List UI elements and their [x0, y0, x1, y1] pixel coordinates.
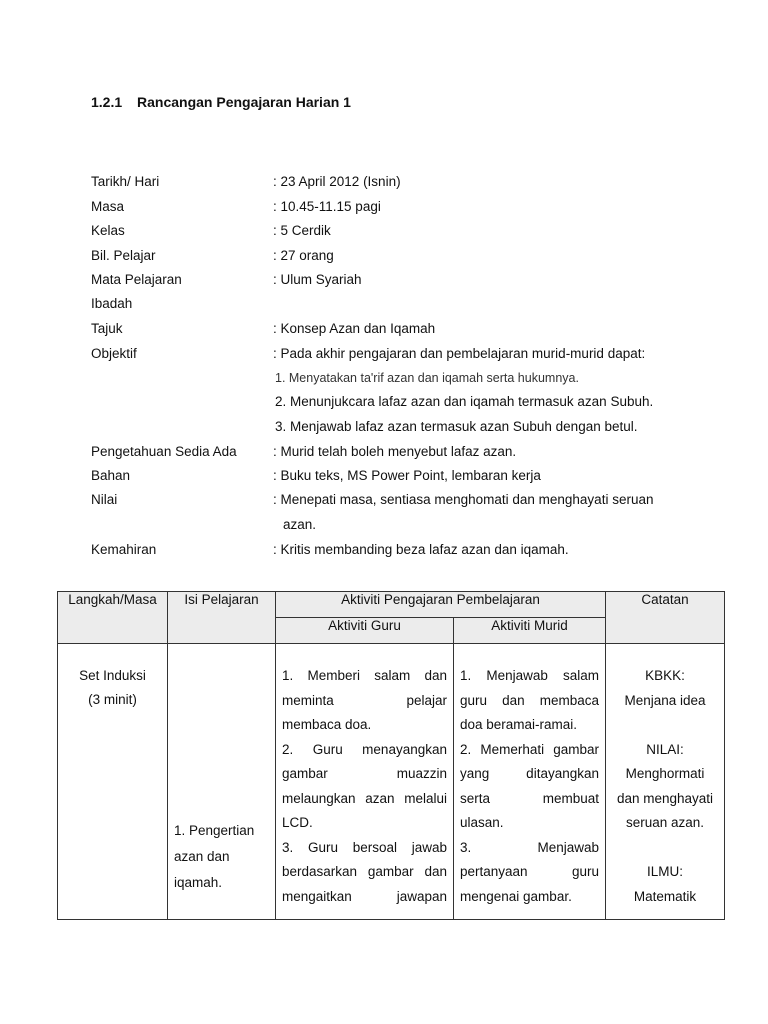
header-murid-text: Aktiviti Murid — [491, 618, 568, 633]
header-catatan — [606, 592, 725, 644]
cell-isi — [168, 644, 276, 920]
guru-line: mengaitkan jawapan — [282, 888, 447, 904]
catatan-line: NILAI: — [646, 741, 684, 757]
header-langkah — [58, 592, 168, 644]
murid-line: 3. Menjawab — [460, 839, 599, 855]
isi-line: iqamah. — [174, 875, 223, 890]
guru-line: membaca doa. — [282, 717, 372, 732]
header-langkah-text: Langkah/Masa — [68, 592, 157, 607]
catatan-gap — [612, 713, 718, 738]
header-aktiviti-text: Aktiviti Pengajaran Pembelajaran — [341, 592, 540, 607]
objective-2: 2. Menunjukcara lafaz azan dan iqamah termasuk azan Subuh. — [275, 394, 654, 409]
heading-number: 1.2.1 — [91, 94, 123, 110]
header-guru — [276, 618, 454, 644]
header-guru-text: Aktiviti Guru — [328, 618, 401, 633]
value-bil-pelajar: : 27 orang — [273, 248, 334, 263]
catatan-line: ILMU: — [646, 864, 683, 879]
label-tajuk: Tajuk — [91, 321, 123, 336]
guru-line: gambar muazzin — [282, 766, 447, 781]
value-bahan: : Buku teks, MS Power Point, lembaran kerja — [273, 468, 541, 483]
cell-langkah — [58, 644, 168, 920]
header-catatan-text: Catatan — [641, 592, 689, 607]
header-murid — [454, 618, 606, 644]
isi-line: azan dan — [174, 849, 230, 864]
catatan-line: Menjana idea — [624, 692, 706, 708]
murid-line: pertanyaan guru — [460, 864, 599, 879]
label-pengetahuan: Pengetahuan Sedia Ada — [91, 444, 237, 459]
isi-line: 1. Pengertian — [174, 823, 255, 838]
guru-line: melaungkan azan melalui — [282, 790, 447, 806]
document-heading — [91, 94, 351, 110]
header-isi-text: Isi Pelajaran — [184, 592, 259, 607]
murid-line: 1. Menjawab salam — [460, 668, 599, 683]
objective-1: 1. Menyatakan ta'rif azan dan iqamah serta hukumnya. — [275, 371, 579, 385]
guru-line: 1. Memberi salam dan — [282, 668, 447, 683]
guru-line: meminta pelajar — [282, 692, 447, 708]
value-tarikh: : 23 April 2012 (Isnin) — [273, 174, 401, 189]
murid-line: guru dan membaca — [460, 692, 599, 708]
label-bil-pelajar: Bil. Pelajar — [91, 248, 156, 263]
value-pengetahuan: : Murid telah boleh menyebut lafaz azan. — [273, 444, 517, 459]
objective-3: 3. Menjawab lafaz azan termasuk azan Subuh dengan betul. — [275, 419, 638, 434]
value-nilai: : Menepati masa, sentiasa menghomati dan menghayati seruan — [273, 492, 654, 507]
cell-aktiviti-murid — [454, 644, 606, 920]
langkah-line: (3 minit) — [88, 692, 137, 707]
catatan-line: seruan azan. — [625, 815, 705, 830]
label-nilai: Nilai — [91, 492, 118, 507]
value-mata-pelajaran: : Ulum Syariah — [273, 272, 362, 287]
label-tarikh: Tarikh/ Hari — [91, 174, 160, 189]
header-aktiviti — [276, 592, 606, 618]
label-bahan: Bahan — [91, 468, 131, 483]
catatan-gap — [612, 836, 718, 861]
murid-line: 2. Memerhati gambar — [460, 741, 599, 757]
cell-catatan — [606, 644, 725, 920]
murid-line: ulasan. — [460, 815, 504, 830]
guru-line: 3. Guru bersoal jawab — [282, 839, 447, 855]
header-isi — [168, 592, 276, 644]
value-objektif: : Pada akhir pengajaran dan pembelajaran murid-murid dapat: — [273, 346, 646, 361]
murid-line: mengenai gambar. — [460, 888, 572, 904]
catatan-line: KBKK: — [645, 668, 685, 683]
catatan-line: dan menghayati — [616, 790, 714, 806]
label-ibadah: Ibadah — [91, 296, 133, 311]
cell-aktiviti-guru — [276, 644, 454, 920]
lesson-table — [57, 591, 725, 920]
heading-title: Rancangan Pengajaran Harian 1 — [137, 94, 351, 110]
guru-line: 2. Guru menayangkan — [282, 741, 447, 757]
value-tajuk: : Konsep Azan dan Iqamah — [273, 321, 436, 336]
catatan-line: Menghormati — [625, 766, 705, 781]
murid-line: serta membuat — [460, 790, 599, 806]
label-masa: Masa — [91, 199, 125, 214]
label-kemahiran: Kemahiran — [91, 542, 157, 557]
label-kelas: Kelas — [91, 223, 125, 238]
catatan-line: Matematik — [633, 888, 697, 904]
label-mata-pelajaran: Mata Pelajaran — [91, 272, 182, 287]
guru-line: berdasarkan gambar dan — [282, 864, 447, 879]
label-objektif: Objektif — [91, 346, 137, 361]
murid-line: doa beramai-ramai. — [460, 717, 578, 732]
value-kemahiran: : Kritis membanding beza lafaz azan dan iqamah. — [273, 542, 569, 557]
murid-line: yang ditayangkan — [460, 766, 599, 781]
guru-line: LCD. — [282, 815, 313, 830]
value-nilai-cont: azan. — [283, 517, 317, 532]
value-kelas: : 5 Cerdik — [273, 223, 331, 238]
value-masa: : 10.45-11.15 pagi — [273, 199, 381, 214]
langkah-line: Set Induksi — [79, 668, 146, 683]
